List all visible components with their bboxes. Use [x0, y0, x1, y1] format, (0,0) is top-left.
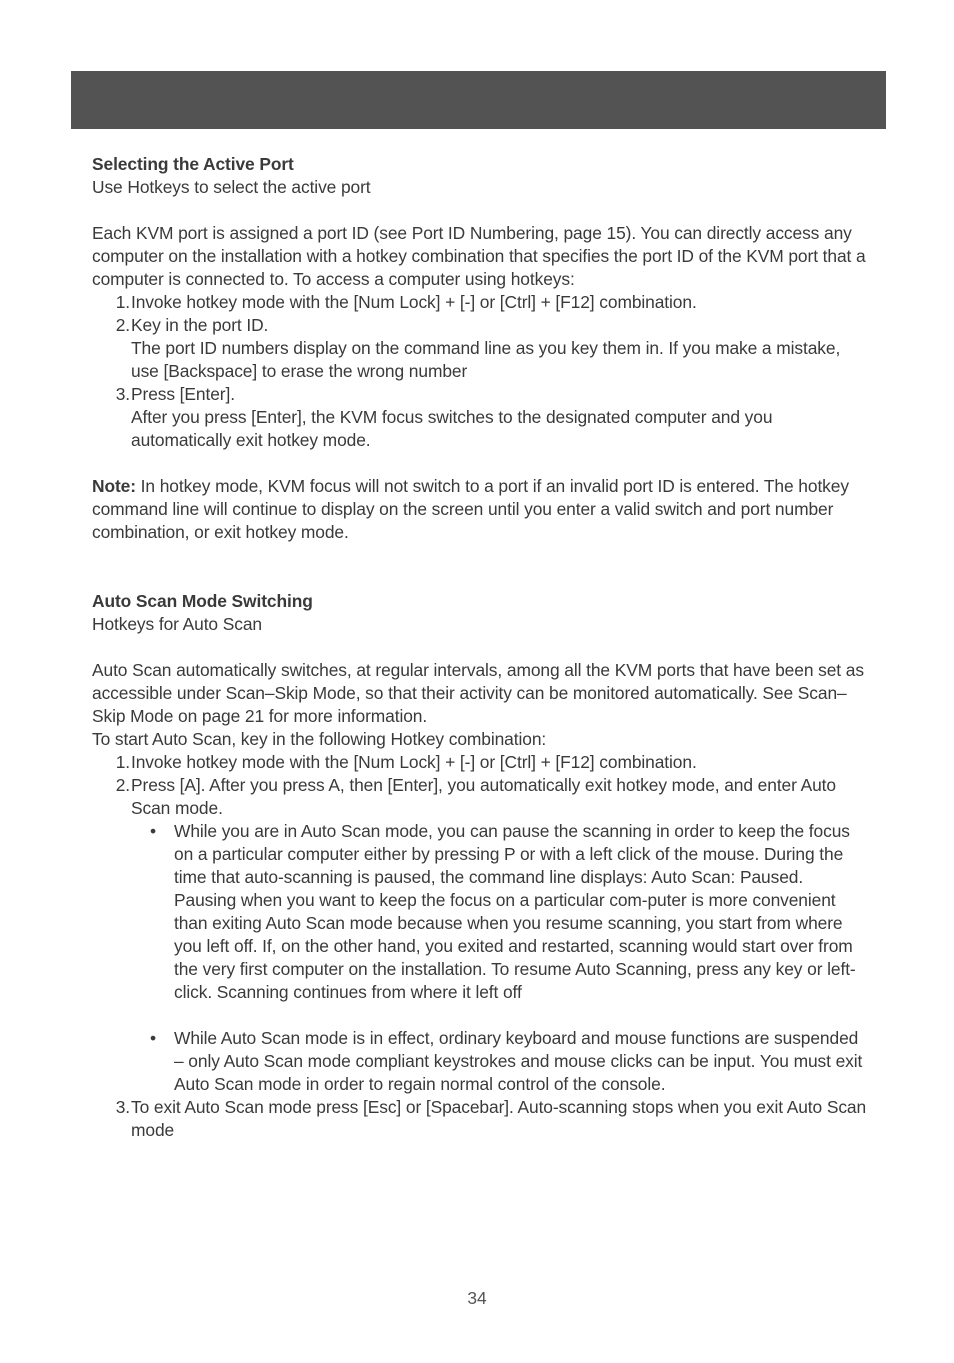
bullet-icon: •	[150, 821, 156, 841]
bullet-item: • While you are in Auto Scan mode, you can pause the scanning in order to keep the focus on a particular computer either by pressing P or with a left click of the mouse. During the time that auto-scanning is paused, the command line displays: Auto Scan: Paused. Pausing when you want to keep the focus on a particular com-puter is more convenient than exiting Auto Scan mode because when you resume scanning, you start from where you left off. If, on the other hand, you exited and restarted, scanning would start over from the very first computer on the installation. To resume Auto Scanning, press any key or left-click. Scanning continues from where it left off	[150, 821, 856, 1002]
section-subtitle-active-port: Use Hotkeys to select the active port	[92, 177, 371, 197]
section-subtitle-auto-scan: Hotkeys for Auto Scan	[92, 614, 262, 634]
bullet-item: • While Auto Scan mode is in effect, ordinary keyboard and mouse functions are suspended – only Auto Scan mode compliant keystrokes and mouse clicks can be input. You must exit Auto Scan mode in order to regain normal control of the console.	[150, 1028, 863, 1094]
section-title-active-port: Selecting the Active Port	[92, 154, 294, 174]
bullet-icon: •	[150, 1028, 156, 1048]
list-item: 2. Key in the port ID. The port ID numbers display on the command line as you key them in. If you make a mistake, use [Backspace] to erase the wrong number	[115, 315, 841, 381]
list-item: 3. To exit Auto Scan mode press [Esc] or [Spacebar]. Auto-scanning stops when you exit Auto Scan mode	[115, 1097, 867, 1140]
list-item: 2. Press [A]. After you press A, then [Enter], you automatically exit hotkey mode, and enter Auto Scan mode.	[115, 775, 836, 818]
header-bar	[71, 71, 886, 129]
list-item: 1. Invoke hotkey mode with the [Num Lock] + [-] or [Ctrl] + [F12] combination.	[115, 752, 697, 772]
list-item: 1. Invoke hotkey mode with the [Num Lock] + [-] or [Ctrl] + [F12] combination.	[115, 292, 697, 312]
section-intro-active-port: Each KVM port is assigned a port ID (see Port ID Numbering, page 15). You can directly access any computer on the installation with a hotkey combination that specifies the port ID of the KVM port that a computer is connected to. To access a computer using hotkeys:	[92, 223, 866, 289]
page-number: 34	[467, 1288, 487, 1308]
section-intro-auto-scan: Auto Scan automatically switches, at regular intervals, among all the KVM ports that have been set as accessible under Scan–Skip Mode, so that their activity can be monitored automatically. See Scan–Skip Mode on page 21 for more information.	[92, 660, 864, 726]
note-text: In hotkey mode, KVM focus will not switch to a port if an invalid port ID is entered. The hotkey command line will continue to display on the screen until you enter a valid switch and port number combination, or exit hotkey mode.	[92, 476, 849, 542]
page-content	[92, 153, 867, 1142]
note-label: Note:	[92, 476, 136, 496]
note-paragraph	[92, 475, 867, 544]
section-intro2-auto-scan: To start Auto Scan, key in the following Hotkey combination:	[92, 729, 547, 749]
list-item: 3. Press [Enter]. After you press [Enter], the KVM focus switches to the designated computer and you automatically exit hotkey mode.	[115, 384, 773, 450]
section-title-auto-scan: Auto Scan Mode Switching	[92, 591, 313, 611]
